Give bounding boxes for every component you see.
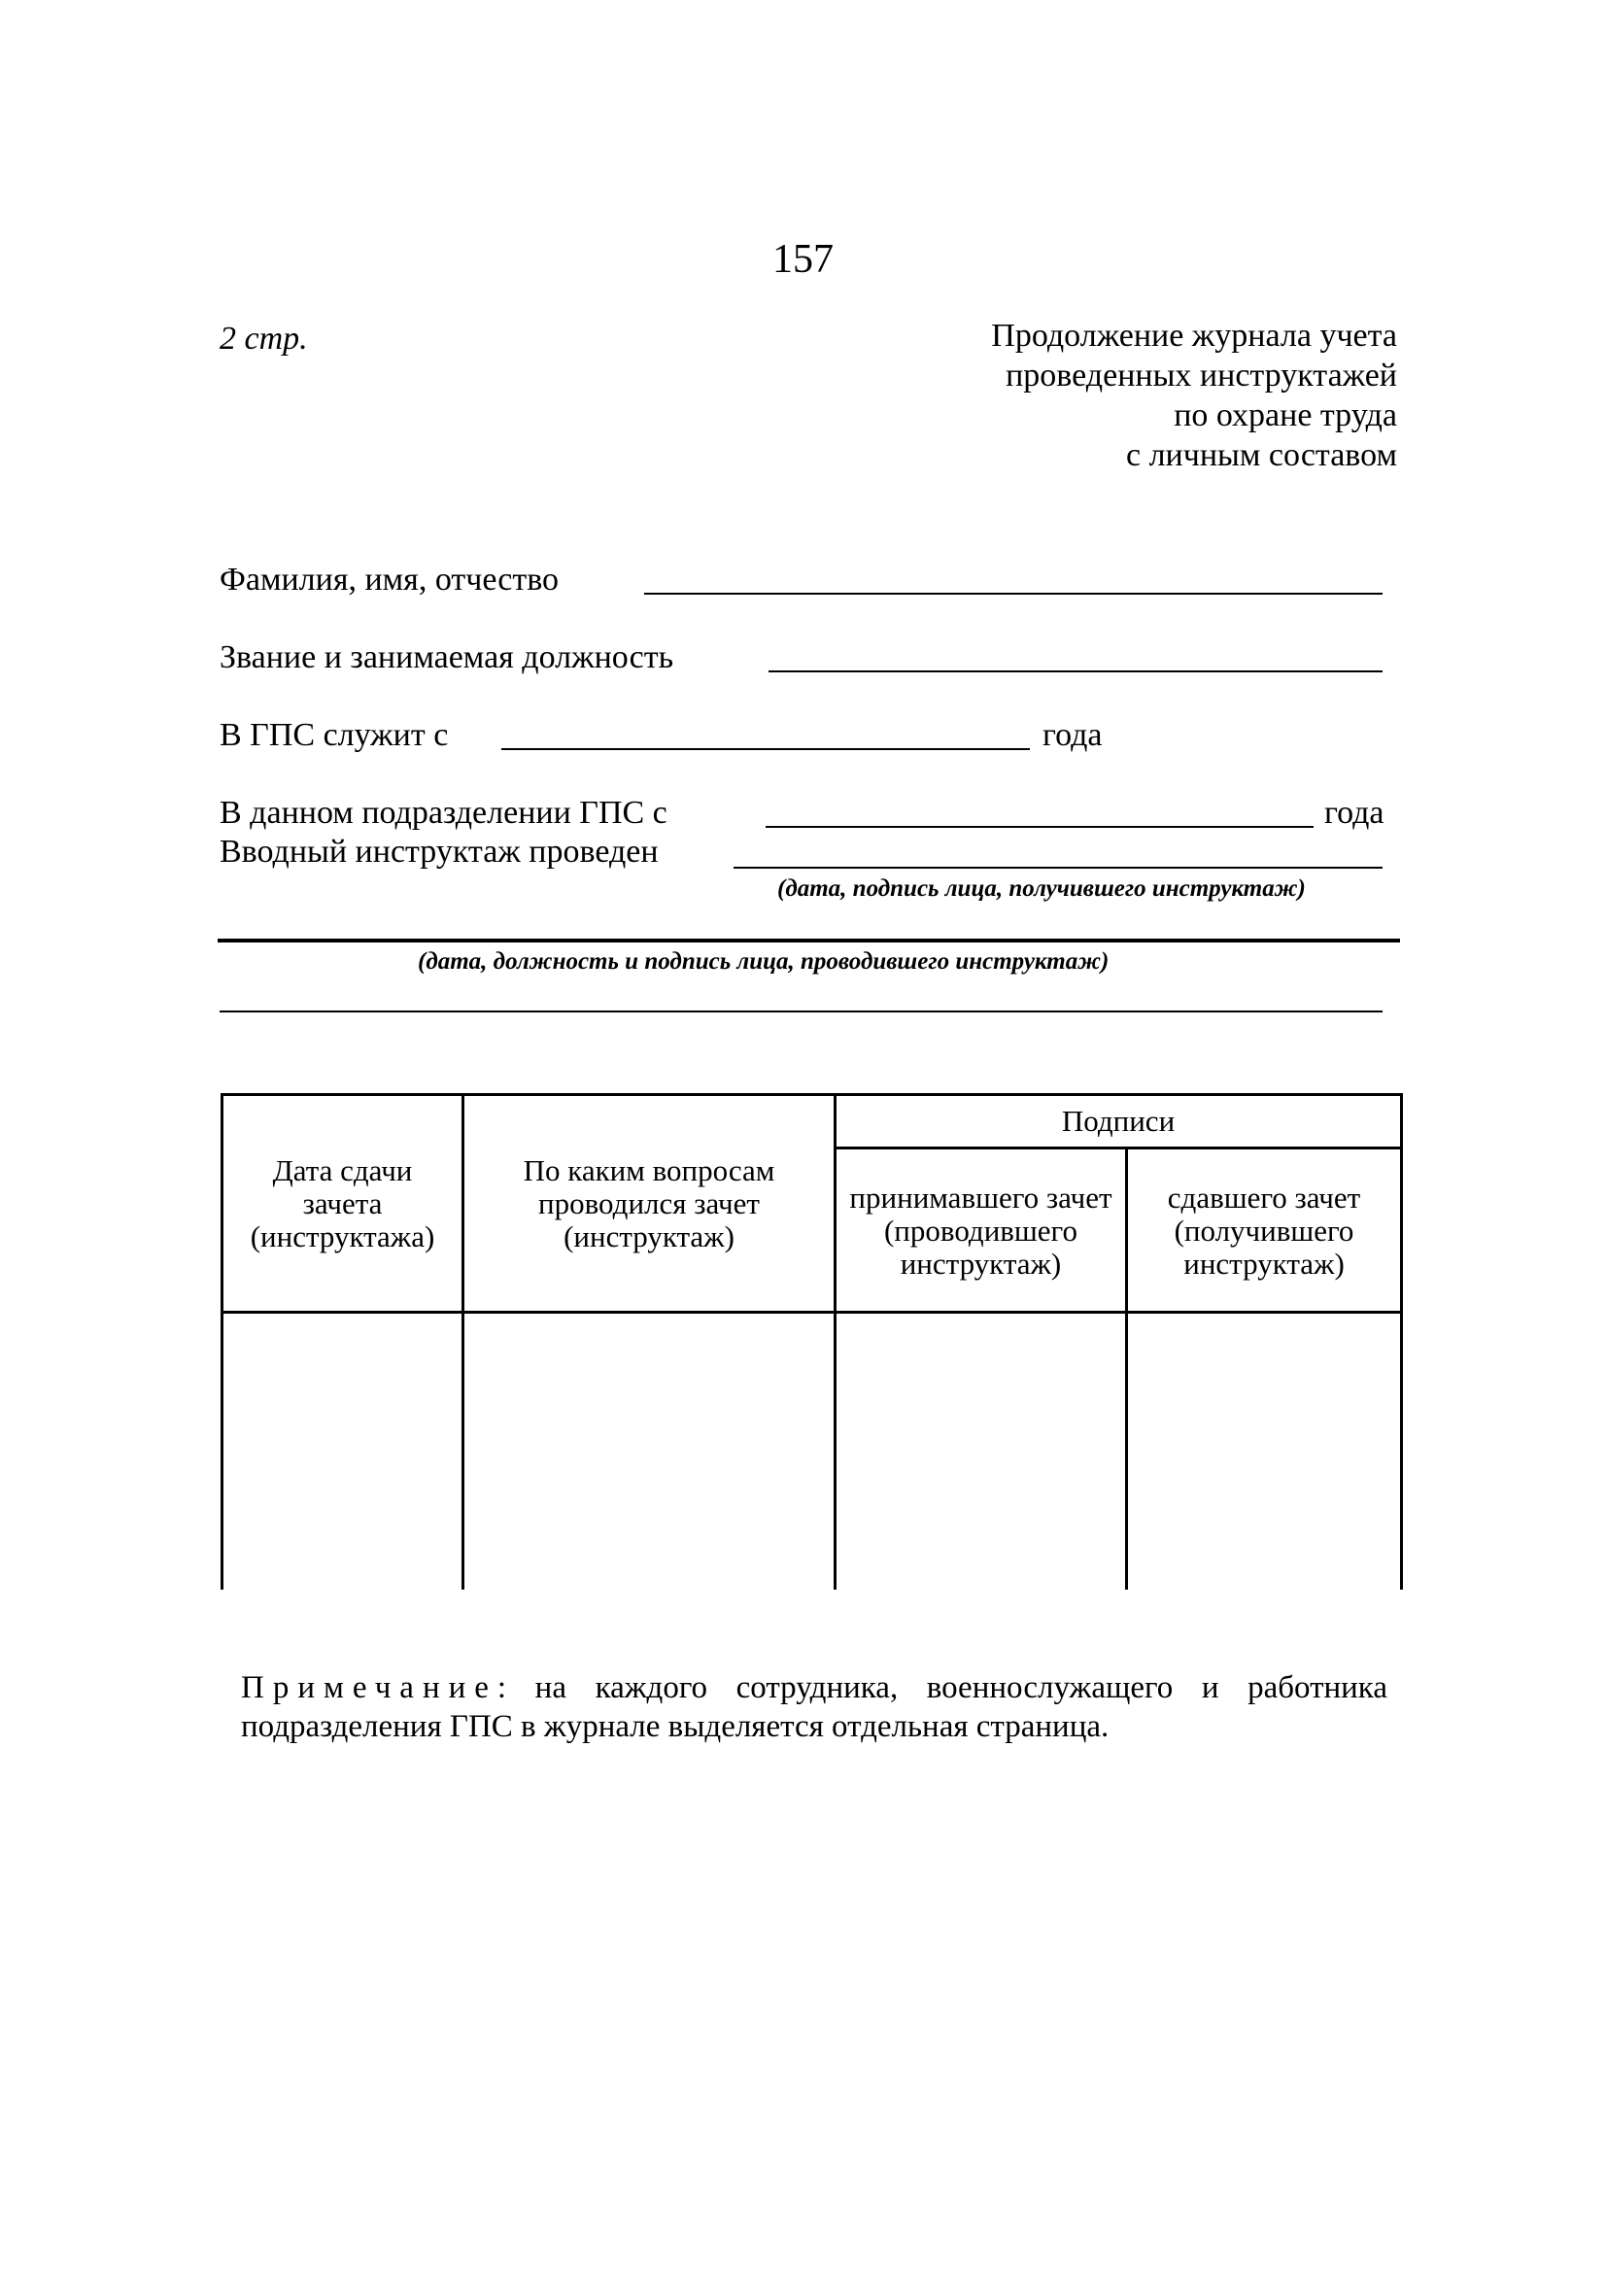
- document-heading: [717, 316, 1397, 475]
- journal-table: [221, 1093, 1403, 1590]
- page-side-label: 2 стр.: [220, 321, 308, 357]
- conductor-signature-line[interactable]: [218, 939, 1400, 942]
- serves-since-line[interactable]: [501, 748, 1030, 750]
- cell-receiver-signature[interactable]: [836, 1313, 1127, 1591]
- unit-since-line[interactable]: [766, 826, 1314, 828]
- header-signatures: Подписи: [836, 1095, 1402, 1148]
- rank-position-label: Звание и занимаемая должность: [220, 639, 674, 675]
- header-topics: По каким вопросам проводился зачет (инструктаж): [463, 1095, 836, 1313]
- journal-table-container: [221, 1093, 1400, 1584]
- extra-signature-line[interactable]: [220, 1011, 1383, 1012]
- note-lead: Примечание: [241, 1670, 497, 1705]
- header-receiver-signature: принимавшего зачет (проводившего инструктаж): [836, 1148, 1127, 1313]
- intro-briefing-label: Вводный инструктаж проведен: [220, 834, 659, 870]
- intro-briefing-line[interactable]: [734, 867, 1383, 869]
- full-name-label: Фамилия, имя, отчество: [220, 562, 560, 598]
- unit-since-suffix: года: [1324, 795, 1384, 831]
- rank-position-line[interactable]: [769, 670, 1383, 672]
- heading-line: Продолжение журнала учета: [991, 318, 1397, 354]
- header-giver-signature: сдавшего зачет (получившего инструктаж): [1127, 1148, 1402, 1313]
- note-paragraph: [241, 1668, 1387, 1746]
- intro-briefing-caption: (дата, подпись лица, получившего инструктаж): [777, 875, 1306, 902]
- heading-line: проведенных инструктажей: [1006, 358, 1397, 394]
- unit-since-label: В данном подразделении ГПС с: [220, 795, 667, 831]
- table-row: [222, 1313, 1402, 1591]
- full-name-line[interactable]: [644, 593, 1383, 595]
- cell-topics[interactable]: [463, 1313, 836, 1591]
- cell-date[interactable]: [222, 1313, 463, 1591]
- heading-line: с личным составом: [1126, 437, 1397, 473]
- header-date: Дата сдачи зачета (инструктажа): [222, 1095, 463, 1313]
- conductor-caption: (дата, должность и подпись лица, проводившего инструктаж): [418, 948, 1110, 975]
- serves-since-suffix: года: [1042, 717, 1103, 753]
- note-text: : на каждого сотрудника, военнослужащего и работника подразделения ГПС в журнале выделяется отдельная страница.: [241, 1670, 1387, 1744]
- heading-line: по охране труда: [1174, 397, 1397, 433]
- cell-giver-signature[interactable]: [1127, 1313, 1402, 1591]
- page-number: 157: [772, 237, 834, 282]
- serves-since-label: В ГПС служит с: [220, 717, 449, 753]
